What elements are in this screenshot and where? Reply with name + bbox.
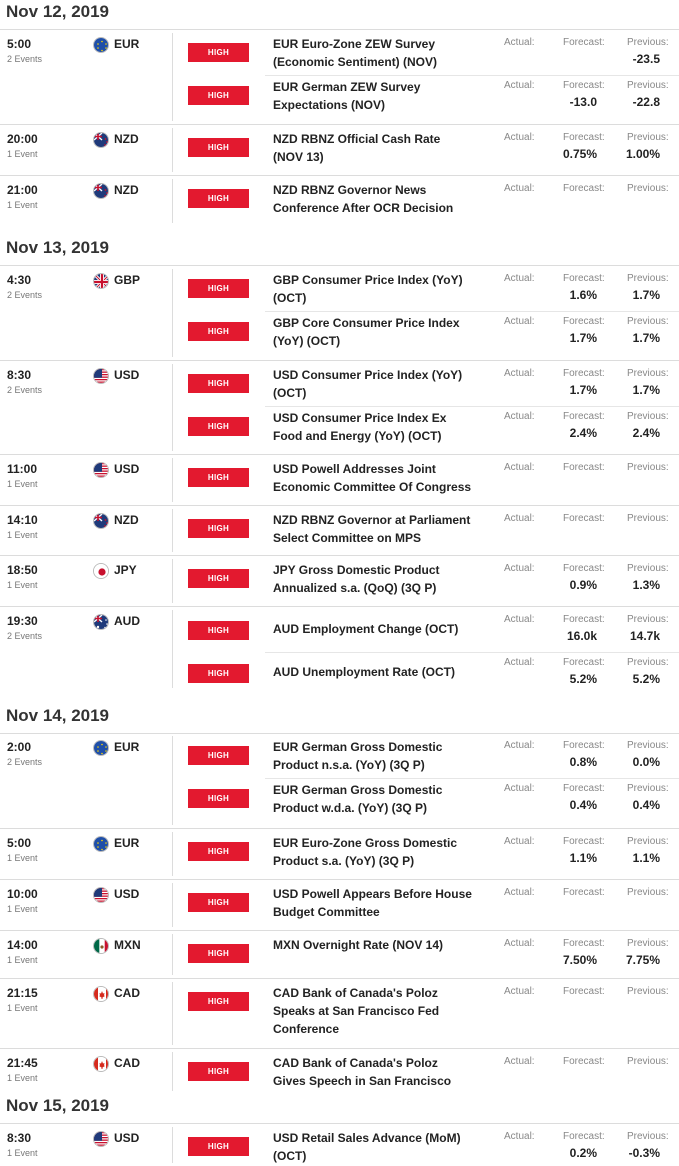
- row-divider: [0, 360, 679, 361]
- eu-flag-icon: [93, 836, 109, 852]
- forecast-label: Forecast:: [563, 783, 605, 794]
- au-flag-icon: [93, 614, 109, 630]
- previous-label: Previous:: [627, 80, 669, 91]
- jp-flag-icon: [93, 563, 109, 579]
- event-count: 1 Event: [7, 1073, 38, 1083]
- actual-label: Actual:: [504, 132, 535, 143]
- event-title[interactable]: USD Powell Appears Before House Budget Committee: [273, 887, 472, 919]
- divider: [0, 1123, 679, 1124]
- event-count: 2 Events: [7, 290, 43, 300]
- forecast-label: Forecast:: [563, 513, 605, 524]
- previous-value: 0.0%: [632, 755, 660, 769]
- event-time: 19:30: [7, 614, 38, 628]
- impact-badge-high[interactable]: HIGH: [188, 519, 249, 538]
- previous-label: Previous:: [627, 657, 669, 668]
- actual-label: Actual:: [504, 887, 535, 898]
- mx-flag-icon: [93, 938, 109, 954]
- previous-label: Previous:: [627, 614, 669, 625]
- event-time: 14:10: [7, 513, 38, 527]
- event-title[interactable]: EUR German ZEW Survey Expectations (NOV): [273, 80, 421, 112]
- event-time: 8:30: [7, 1131, 32, 1145]
- currency-code: GBP: [114, 273, 141, 287]
- forecast-label: Forecast:: [563, 273, 605, 284]
- event-count: 1 Event: [7, 479, 38, 489]
- forecast-label: Forecast:: [563, 938, 605, 949]
- previous-label: Previous:: [627, 316, 669, 327]
- previous-value: -23.5: [632, 52, 660, 66]
- previous-label: Previous:: [627, 37, 669, 48]
- currency-code: JPY: [114, 563, 137, 577]
- row-divider: [0, 978, 679, 979]
- event-time: 8:30: [7, 368, 32, 382]
- previous-value: 2.4%: [632, 426, 660, 440]
- impact-badge-high[interactable]: HIGH: [188, 43, 249, 62]
- currency-code: EUR: [114, 836, 140, 850]
- event-title[interactable]: EUR German Gross Domestic Product w.d.a. (YoY) (3Q P): [273, 783, 443, 815]
- forecast-label: Forecast:: [563, 80, 605, 91]
- forecast-label: Forecast:: [563, 1131, 605, 1142]
- event-count: 1 Event: [7, 580, 38, 590]
- ca-flag-icon: [93, 986, 109, 1002]
- event-time: 14:00: [7, 938, 38, 952]
- event-count: 2 Events: [7, 385, 43, 395]
- event-count: 1 Event: [7, 1003, 38, 1013]
- event-title[interactable]: MXN Overnight Rate (NOV 14): [273, 938, 444, 952]
- us-flag-icon: [93, 887, 109, 903]
- forecast-value: 2.4%: [569, 426, 597, 440]
- event-title[interactable]: AUD Employment Change (OCT): [273, 622, 459, 636]
- impact-badge-high[interactable]: HIGH: [188, 842, 249, 861]
- event-count: 1 Event: [7, 149, 38, 159]
- event-title[interactable]: USD Consumer Price Index (YoY) (OCT): [273, 368, 463, 400]
- forecast-value: -13.0: [569, 95, 597, 109]
- divider: [0, 265, 679, 266]
- row-divider: [0, 606, 679, 607]
- forecast-value: 1.6%: [569, 288, 597, 302]
- row-divider: [0, 124, 679, 125]
- date-header: Nov 14, 2019: [0, 705, 679, 727]
- event-divider: [265, 311, 679, 312]
- impact-badge-high[interactable]: HIGH: [188, 789, 249, 808]
- event-time: 20:00: [7, 132, 38, 146]
- forecast-value: 0.8%: [569, 755, 597, 769]
- impact-badge-high[interactable]: HIGH: [188, 138, 249, 157]
- event-time: 5:00: [7, 37, 32, 51]
- event-title[interactable]: GBP Core Consumer Price Index (YoY) (OCT): [273, 316, 460, 348]
- actual-label: Actual:: [504, 657, 535, 668]
- currency-code: NZD: [114, 132, 139, 146]
- event-divider: [265, 406, 679, 407]
- forecast-label: Forecast:: [563, 316, 605, 327]
- event-title[interactable]: USD Retail Sales Advance (MoM) (OCT): [273, 1131, 461, 1163]
- impact-badge-high[interactable]: HIGH: [188, 1137, 249, 1156]
- forecast-value: 0.4%: [569, 798, 597, 812]
- forecast-label: Forecast:: [563, 37, 605, 48]
- previous-label: Previous:: [627, 938, 669, 949]
- event-time: 18:50: [7, 563, 38, 577]
- previous-label: Previous:: [627, 183, 669, 194]
- forecast-label: Forecast:: [563, 986, 605, 997]
- date-header: Nov 15, 2019: [0, 1095, 679, 1117]
- impact-badge-high[interactable]: HIGH: [188, 468, 249, 487]
- event-title[interactable]: EUR Euro-Zone ZEW Survey (Economic Sentiment) (NOV): [273, 37, 438, 69]
- row-divider: [0, 505, 679, 506]
- previous-value: 1.7%: [632, 383, 660, 397]
- actual-label: Actual:: [504, 836, 535, 847]
- impact-badge-high[interactable]: HIGH: [188, 322, 249, 341]
- previous-label: Previous:: [627, 1056, 669, 1067]
- actual-label: Actual:: [504, 80, 535, 91]
- event-count: 1 Event: [7, 530, 38, 540]
- event-count: 2 Events: [7, 631, 43, 641]
- impact-badge-high[interactable]: HIGH: [188, 189, 249, 208]
- event-time: 10:00: [7, 887, 38, 901]
- event-time: 5:00: [7, 836, 32, 850]
- currency-code: EUR: [114, 740, 140, 754]
- row-divider: [0, 879, 679, 880]
- event-title[interactable]: JPY Gross Domestic Product Annualized s.a. (QoQ) (3Q P): [273, 563, 440, 595]
- actual-label: Actual:: [504, 513, 535, 524]
- impact-badge-high[interactable]: HIGH: [188, 746, 249, 765]
- forecast-value: 0.2%: [569, 1146, 597, 1160]
- forecast-label: Forecast:: [563, 368, 605, 379]
- nz-flag-icon: [93, 183, 109, 199]
- event-divider: [265, 778, 679, 779]
- column-divider: [172, 128, 173, 172]
- actual-label: Actual:: [504, 1056, 535, 1067]
- actual-label: Actual:: [504, 368, 535, 379]
- currency-code: NZD: [114, 183, 139, 197]
- event-count: 2 Events: [7, 54, 43, 64]
- previous-label: Previous:: [627, 273, 669, 284]
- column-divider: [172, 736, 173, 825]
- column-divider: [172, 982, 173, 1045]
- forecast-label: Forecast:: [563, 740, 605, 751]
- event-count: 1 Event: [7, 200, 38, 210]
- previous-value: 7.75%: [625, 953, 660, 967]
- eu-flag-icon: [93, 740, 109, 756]
- previous-label: Previous:: [627, 783, 669, 794]
- previous-value: 1.7%: [632, 288, 660, 302]
- us-flag-icon: [93, 368, 109, 384]
- row-divider: [0, 555, 679, 556]
- impact-badge-high[interactable]: HIGH: [188, 374, 249, 393]
- event-time: 2:00: [7, 740, 32, 754]
- forecast-value: 1.7%: [569, 331, 597, 345]
- currency-code: MXN: [114, 938, 141, 952]
- column-divider: [172, 509, 173, 552]
- column-divider: [172, 1127, 173, 1163]
- row-divider: [0, 1048, 679, 1049]
- event-time: 21:45: [7, 1056, 38, 1070]
- column-divider: [172, 1052, 173, 1091]
- event-time: 21:15: [7, 986, 38, 1000]
- forecast-label: Forecast:: [563, 563, 605, 574]
- column-divider: [172, 179, 173, 223]
- previous-label: Previous:: [627, 740, 669, 751]
- event-title[interactable]: USD Consumer Price Index Ex Food and Energy (YoY) (OCT): [273, 411, 447, 443]
- previous-value: 1.1%: [632, 851, 660, 865]
- impact-badge-high[interactable]: HIGH: [188, 569, 249, 588]
- forecast-label: Forecast:: [563, 614, 605, 625]
- impact-badge-high[interactable]: HIGH: [188, 417, 249, 436]
- row-divider: [0, 828, 679, 829]
- previous-label: Previous:: [627, 132, 669, 143]
- previous-label: Previous:: [627, 887, 669, 898]
- column-divider: [172, 832, 173, 876]
- event-title[interactable]: CAD Bank of Canada's Poloz Speaks at San Francisco Fed Conference: [273, 986, 440, 1036]
- previous-value: 1.3%: [632, 578, 660, 592]
- event-title[interactable]: USD Powell Addresses Joint Economic Committee Of Congress: [273, 462, 472, 494]
- previous-label: Previous:: [627, 462, 669, 473]
- previous-label: Previous:: [627, 411, 669, 422]
- forecast-label: Forecast:: [563, 462, 605, 473]
- event-count: 2 Events: [7, 757, 43, 767]
- event-title[interactable]: NZD RBNZ Governor at Parliament Select Committee on MPS: [273, 513, 471, 545]
- actual-label: Actual:: [504, 938, 535, 949]
- previous-label: Previous:: [627, 368, 669, 379]
- us-flag-icon: [93, 462, 109, 478]
- forecast-label: Forecast:: [563, 836, 605, 847]
- currency-code: NZD: [114, 513, 139, 527]
- forecast-label: Forecast:: [563, 1056, 605, 1067]
- impact-badge-high[interactable]: HIGH: [188, 86, 249, 105]
- nz-flag-icon: [93, 132, 109, 148]
- impact-badge-high[interactable]: HIGH: [188, 944, 249, 963]
- currency-code: CAD: [114, 986, 140, 1000]
- currency-code: AUD: [114, 614, 140, 628]
- row-divider: [0, 454, 679, 455]
- forecast-value: 1.1%: [569, 851, 597, 865]
- event-divider: [265, 652, 679, 653]
- gb-flag-icon: [93, 273, 109, 289]
- row-divider: [0, 930, 679, 931]
- forecast-label: Forecast:: [563, 411, 605, 422]
- column-divider: [172, 934, 173, 975]
- column-divider: [172, 559, 173, 603]
- column-divider: [172, 269, 173, 357]
- forecast-value: 7.50%: [562, 953, 597, 967]
- divider: [0, 29, 679, 30]
- actual-label: Actual:: [504, 563, 535, 574]
- forecast-label: Forecast:: [563, 132, 605, 143]
- impact-badge-high[interactable]: HIGH: [188, 893, 249, 912]
- actual-label: Actual:: [504, 316, 535, 327]
- column-divider: [172, 883, 173, 927]
- previous-value: -22.8: [632, 95, 660, 109]
- event-title[interactable]: EUR German Gross Domestic Product n.s.a. (YoY) (3Q P): [273, 740, 443, 772]
- previous-label: Previous:: [627, 563, 669, 574]
- previous-value: 14.7k: [629, 629, 660, 643]
- actual-label: Actual:: [504, 614, 535, 625]
- forecast-label: Forecast:: [563, 657, 605, 668]
- forecast-label: Forecast:: [563, 183, 605, 194]
- event-count: 1 Event: [7, 853, 38, 863]
- ca-flag-icon: [93, 1056, 109, 1072]
- impact-badge-high[interactable]: HIGH: [188, 1062, 249, 1081]
- previous-value: 0.4%: [632, 798, 660, 812]
- event-title[interactable]: CAD Bank of Canada's Poloz Gives Speech in San Francisco: [273, 1056, 452, 1088]
- currency-code: USD: [114, 368, 140, 382]
- event-title[interactable]: EUR Euro-Zone Gross Domestic Product s.a. (YoY) (3Q P): [273, 836, 458, 868]
- event-count: 1 Event: [7, 955, 38, 965]
- event-count: 1 Event: [7, 904, 38, 914]
- event-time: 4:30: [7, 273, 32, 287]
- column-divider: [172, 458, 173, 502]
- date-header: Nov 13, 2019: [0, 237, 679, 259]
- actual-label: Actual:: [504, 411, 535, 422]
- actual-label: Actual:: [504, 783, 535, 794]
- actual-label: Actual:: [504, 37, 535, 48]
- previous-value: -0.3%: [628, 1146, 660, 1160]
- event-title[interactable]: NZD RBNZ Governor News Conference After OCR Decision: [273, 183, 454, 215]
- previous-label: Previous:: [627, 1131, 669, 1142]
- impact-badge-high[interactable]: HIGH: [188, 664, 249, 683]
- actual-label: Actual:: [504, 740, 535, 751]
- forecast-value: 1.7%: [569, 383, 597, 397]
- currency-code: CAD: [114, 1056, 140, 1070]
- column-divider: [172, 33, 173, 121]
- forecast-label: Forecast:: [563, 887, 605, 898]
- impact-badge-high[interactable]: HIGH: [188, 279, 249, 298]
- previous-value: 1.7%: [632, 331, 660, 345]
- date-header: Nov 12, 2019: [0, 1, 679, 23]
- event-divider: [265, 75, 679, 76]
- currency-code: USD: [114, 462, 140, 476]
- currency-code: USD: [114, 1131, 140, 1145]
- previous-label: Previous:: [627, 986, 669, 997]
- impact-badge-high[interactable]: HIGH: [188, 992, 249, 1011]
- forecast-value: 0.9%: [569, 578, 597, 592]
- actual-label: Actual:: [504, 1131, 535, 1142]
- event-count: 1 Event: [7, 1148, 38, 1158]
- actual-label: Actual:: [504, 273, 535, 284]
- actual-label: Actual:: [504, 462, 535, 473]
- column-divider: [172, 364, 173, 451]
- forecast-value: 5.2%: [569, 672, 597, 686]
- currency-code: USD: [114, 887, 140, 901]
- actual-label: Actual:: [504, 183, 535, 194]
- event-title[interactable]: GBP Consumer Price Index (YoY) (OCT): [273, 273, 463, 305]
- row-divider: [0, 175, 679, 176]
- impact-badge-high[interactable]: HIGH: [188, 621, 249, 640]
- column-divider: [172, 610, 173, 688]
- currency-code: EUR: [114, 37, 140, 51]
- divider: [0, 733, 679, 734]
- eu-flag-icon: [93, 37, 109, 53]
- previous-value: 1.00%: [625, 147, 660, 161]
- nz-flag-icon: [93, 513, 109, 529]
- us-flag-icon: [93, 1131, 109, 1147]
- event-title[interactable]: NZD RBNZ Official Cash Rate (NOV 13): [273, 132, 441, 164]
- event-title[interactable]: AUD Unemployment Rate (OCT): [273, 665, 456, 679]
- forecast-value: 0.75%: [562, 147, 597, 161]
- previous-label: Previous:: [627, 836, 669, 847]
- previous-value: 5.2%: [632, 672, 660, 686]
- actual-label: Actual:: [504, 986, 535, 997]
- event-time: 21:00: [7, 183, 38, 197]
- forecast-value: 16.0k: [566, 629, 597, 643]
- event-time: 11:00: [7, 462, 38, 476]
- previous-label: Previous:: [627, 513, 669, 524]
